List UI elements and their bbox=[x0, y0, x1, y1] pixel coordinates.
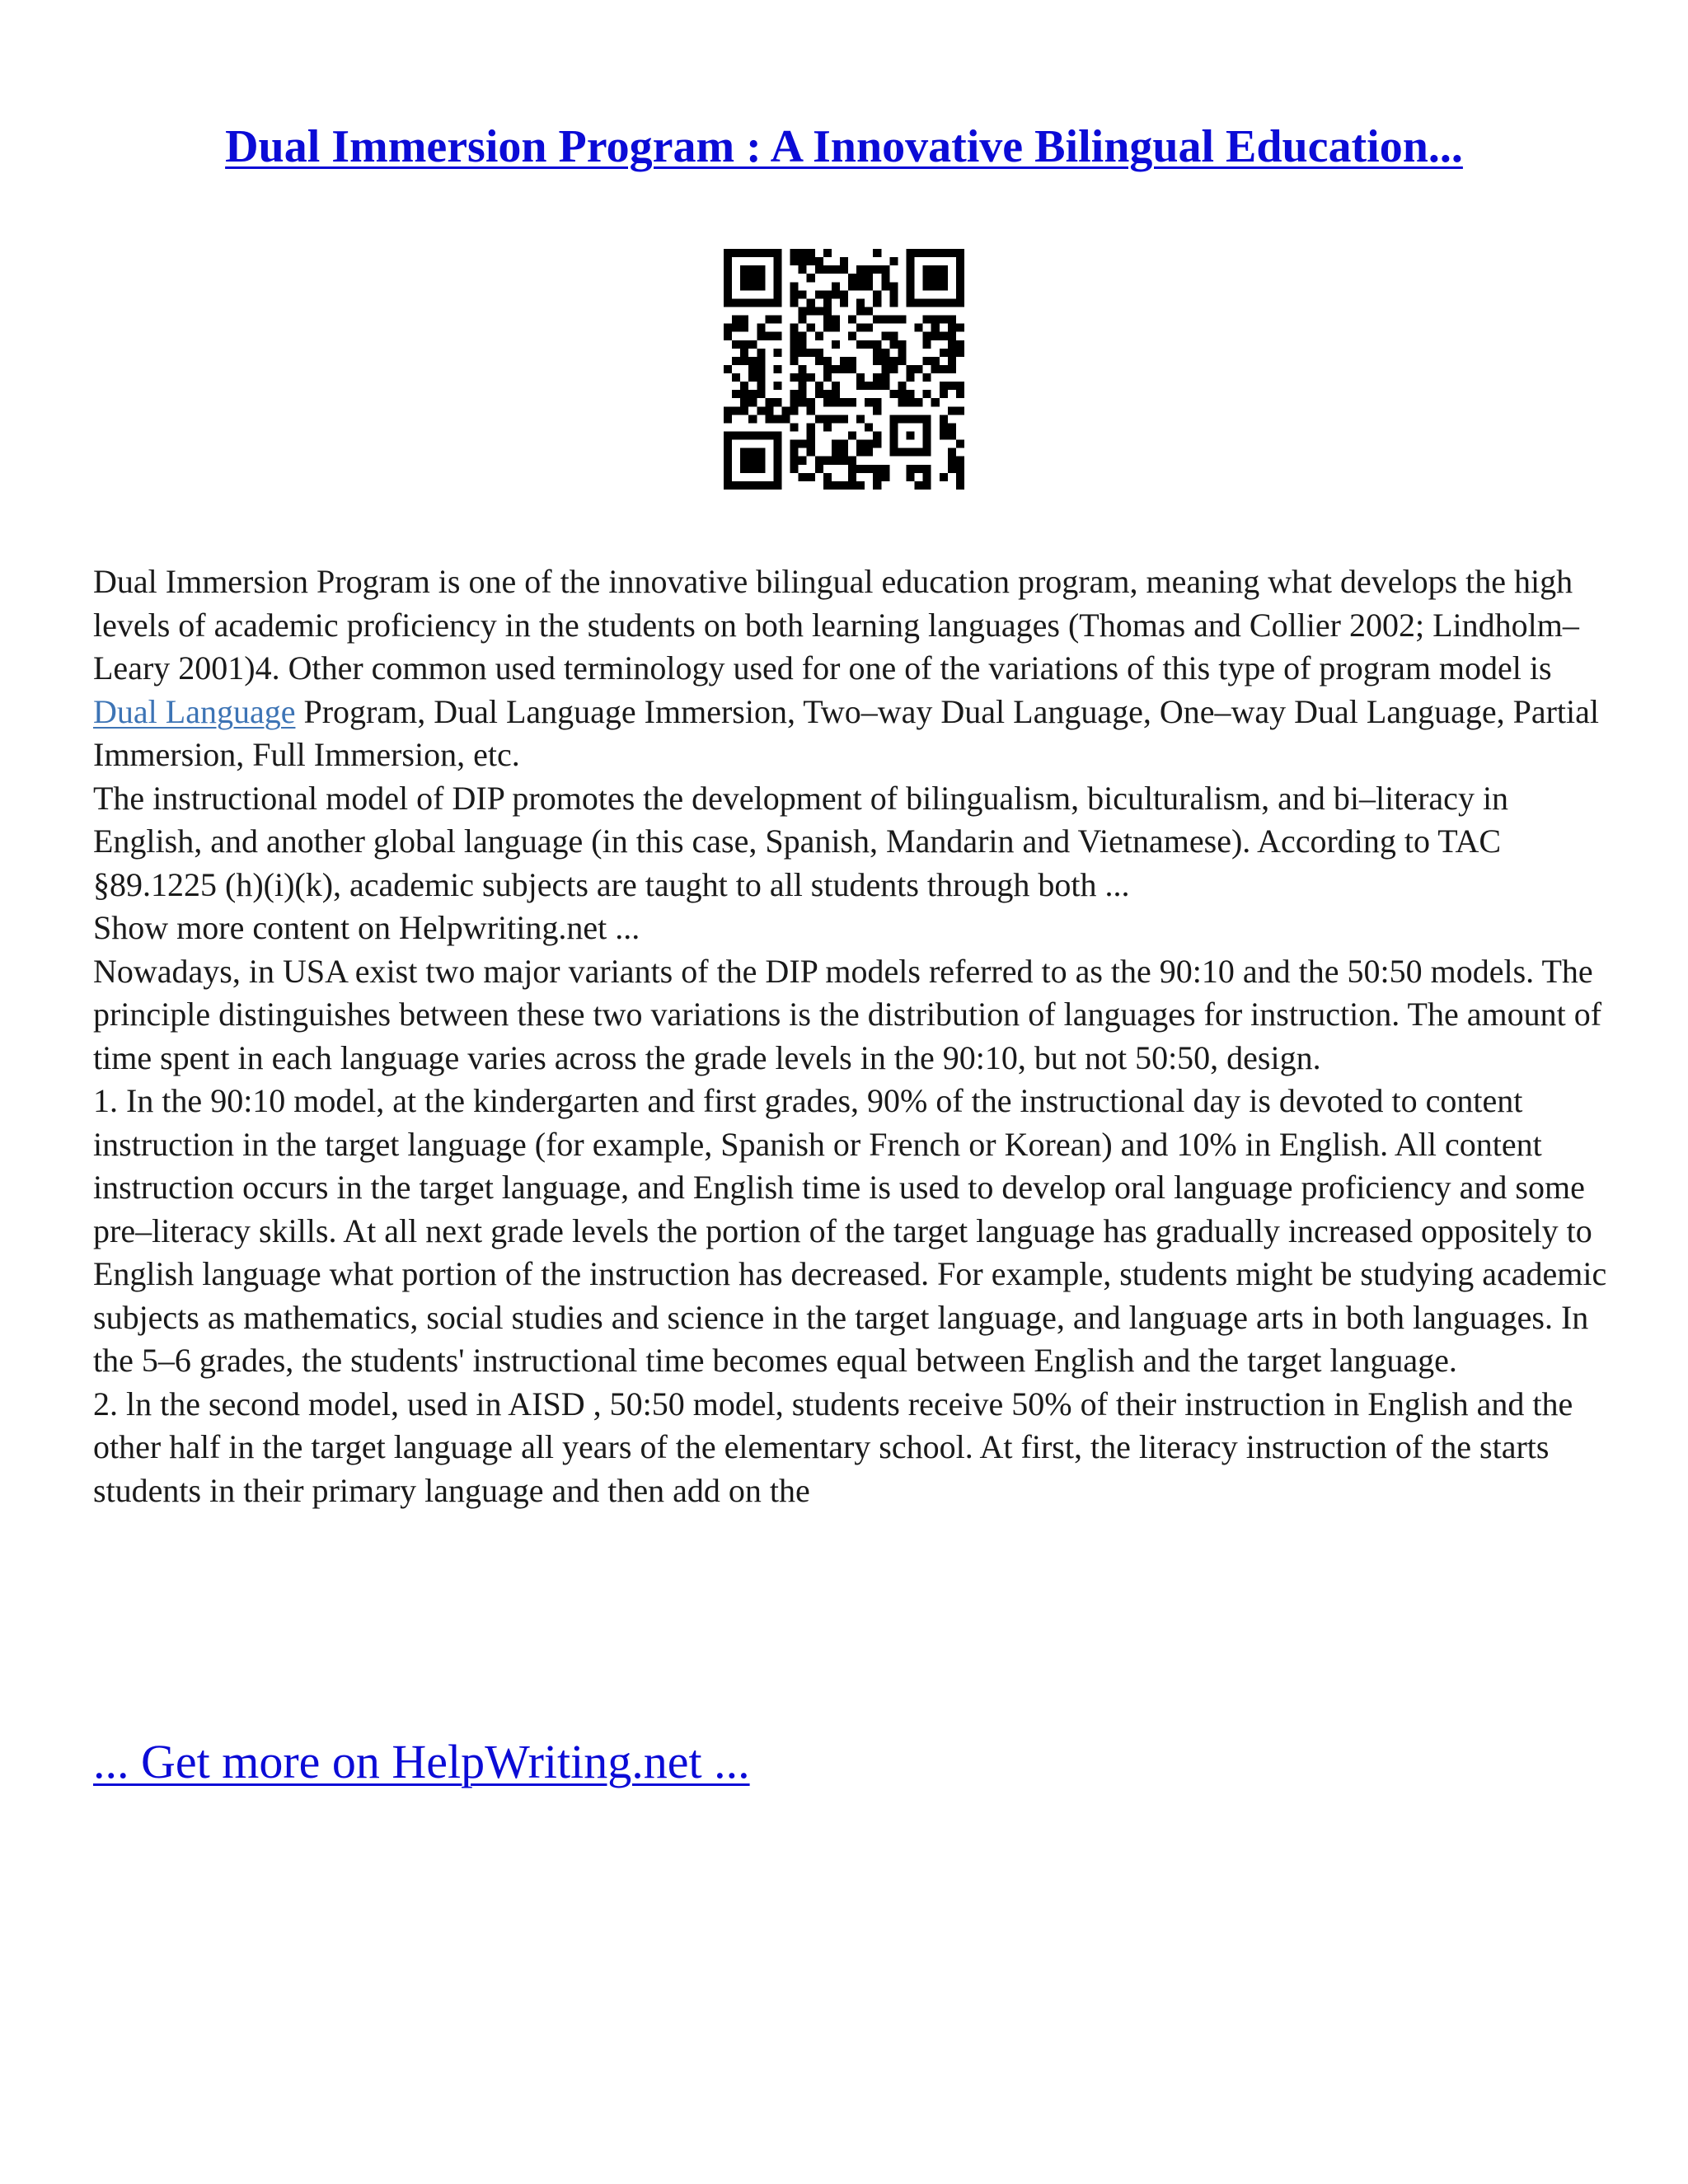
document-title bbox=[0, 114, 1688, 180]
document-body bbox=[93, 560, 1610, 1512]
paragraph-intro-text-start: Dual Immersion Program is one of the innovative bilingual education program, meaning what develops the high levels of academic proficiency in the students on both learning languages (Thomas and Collier 2002; Lindholm–Leary 2001)4. Other common used terminology used for one of the variations of this type of program model is bbox=[93, 563, 1579, 687]
dual-language-link[interactable]: Dual Language bbox=[93, 692, 296, 730]
show-more-text: Show more content on Helpwriting.net ... bbox=[93, 909, 640, 946]
paragraph-intro bbox=[93, 560, 1610, 777]
get-more-section bbox=[93, 1729, 750, 1795]
paragraph-variants: Nowadays, in USA exist two major variants of the DIP models referred to as the 90:10 and the 50:50 models. The principle distinguishes between these two variations is the distribution of languages for instruction. The amount of time spent in each language varies across the grade levels in the 90:10, but not 50:50, design. bbox=[93, 952, 1602, 1076]
get-more-link[interactable]: ... Get more on HelpWriting.net ... bbox=[93, 1735, 750, 1788]
qr-code-icon bbox=[724, 249, 964, 490]
paragraph-intro-text-end: Program, Dual Language Immersion, Two–way Dual Language, One–way Dual Language, Partial Immersion, Full Immersion, etc. bbox=[93, 692, 1599, 773]
paragraph-50-50-model: 2. ln the second model, used in AISD , 50:50 model, students receive 50% of their instruction in English and the other half in the target language all years of the elementary school. At first, the literacy instruction of the starts students in their primary language and then add on the bbox=[93, 1385, 1573, 1509]
paragraph-instructional-model: The instructional model of DIP promotes the development of bilingualism, biculturalism, and bi–literacy in English, and another global language (in this case, Spanish, Mandarin and Vietnamese). According to TAC §89.1225 (h)(i)(k), academic subjects are taught to all students through both ... bbox=[93, 779, 1509, 903]
title-link[interactable]: Dual Immersion Program : A Innovative Bilingual Education... bbox=[225, 121, 1463, 172]
paragraph-90-10-model: 1. In the 90:10 model, at the kindergarten and first grades, 90% of the instructional day is devoted to content instruction in the target language (for example, Spanish or French or Korean) and 10% in English. All content instruction occurs in the target language, and English time is used to develop oral language proficiency and some pre–literacy skills. At all next grade levels the portion of the target language has gradually increased oppositely to English language what portion of the instruction has decreased. For example, students might be studying academic subjects as mathematics, social studies and science in the target language, and language arts in both languages. In the 5–6 grades, the students' instructional time becomes equal between English and the target language. bbox=[93, 1082, 1607, 1379]
